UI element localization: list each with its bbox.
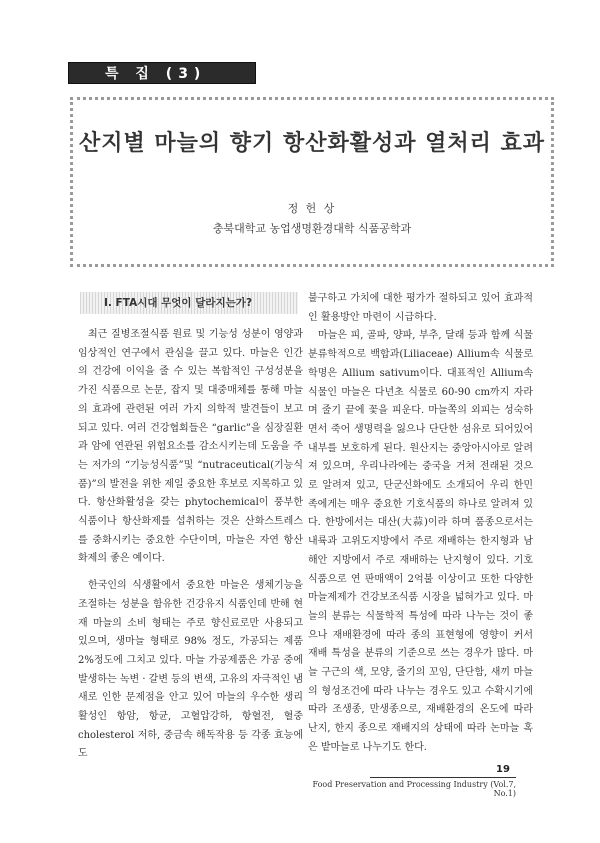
paragraph: 한국인의 식생활에서 중요한 마늘은 생체기능을 조절하는 성분을 함유한 건강유지 식품인데 반해 현재 마늘의 소비 형태는 주로 향신료로만 사용되고 있으며, 생마늘 형태로 98% 정도, 가공되는 제품 2%정도에 그치고 있다. 마늘 가공제품은 가공 중에 발생하는 녹변 · 갈변 등의 변색, 고유의 자극적인 냄새로 인한 문제점을 안고 있어 마늘의 우수한 생리활성인 항암, 항균, 고혈압강하, 항혈전, 혈중 cholesterol 저하, 중금속 해독작용 등 각종 효능에도 (78, 580, 303, 760)
author-affiliation: 충북대학교 농업생명환경대학 식품공학과 (212, 222, 412, 235)
page-number: 19 (496, 764, 510, 775)
paragraph: 불구하고 가치에 대한 평가가 절하되고 있어 효과적인 활용방안 마련이 시급하다. (308, 293, 533, 323)
footer-rule (370, 777, 516, 778)
paragraph: 마늘은 피, 골파, 양파, 부추, 달래 등과 함께 식물 분류학적으로 백합과(Liliaceae) Allium속 식물로 학명은 Allium sativum이다. 대표적인 Allium속 식물인 마늘은 다년초 식물로 60-90 cm까지 자라며 줄기 끝에 꽃을 피운다. 마늘쪽의 외피는 성숙하면서 죽어 생명력을 잃으나 단단한 섬유로 되어있어 내부를 보호하게 된다. 원산지는 중앙아시아로 알려져 있으며, 우리나라에는 중국을 거쳐 전래된 것으로 알려져 있고, 단군신화에도 소개되어 우리 한민족에게는 매우 중요한 기호식품의 하나로 알려져 있다. 한방에서는 대산(大蒜)이라 하며 품종으로서는 내륙과 고위도지방에서 주로 재배하는 한지형과 남해안 지방에서 주로 재배하는 난지형이 있다. 기호식품으로 연 판매액이 2억불 이상이고 또한 다양한 마늘제제가 건강보조식품 시장을 넓혀가고 있다. 마늘의 분류는 식물학적 특성에 따라 나누는 것이 좋으나 재배환경에 따라 종의 표현형에 영향이 커서 재배 특성을 분류의 기준으로 쓰는 경우가 많다. 마늘 구근의 색, 모양, 줄기의 꼬임, 단단함, 새끼 마늘의 형성조건에 따라 나누는 경우도 있고 수확시기에 따라 조생종, 만생종으로, 재배환경의 온도에 따라 난지, 한지 종으로 재배지의 상태에 따라 논마늘 혹은 밭마늘로 나누기도 한다. (308, 330, 533, 753)
feature-badge: 특 집 (3) (68, 62, 256, 84)
author-name: 정 헌 상 (287, 202, 337, 215)
left-column (78, 326, 303, 764)
section-heading: Ⅰ. FTA시대 무엇이 달라지는가? (80, 292, 298, 314)
title-box (70, 97, 554, 267)
journal-footer: Food Preservation and Processing Industry (Vol.7, No.1) (312, 780, 516, 798)
paragraph: 최근 질병조절식품 원료 및 기능성 성분이 영양과 임상적인 연구에서 관심을 끌고 있다. 마늘은 인간의 건강에 이익을 줄 수 있는 복합적인 구성성분을 가진 식품으로 논문, 잡지 및 대중매체를 통해 마늘의 효과에 관련된 여러 가지 의학적 발견들이 보고되고 있다. 여러 건강협회들은 “garlic”을 심장질환과 암에 연관된 위험요소를 감소시키는데 도움을 주는 저가의 “기능성식품”및 “nutraceutical(기능식품)”의 발전을 위한 제일 중요한 후보로 지목하고 있다. 항산화활성을 갖는 phytochemical이 풍부한 식품이나 항산화제를 섭취하는 것은 산화스트레스를 중화시키는 중요한 수단이며, 마늘은 자연 항산화제의 좋은 예이다. (78, 329, 303, 565)
article-title: 산지별 마늘의 향기 항산화활성과 열처리 효과 (78, 131, 546, 156)
right-column (308, 290, 533, 758)
